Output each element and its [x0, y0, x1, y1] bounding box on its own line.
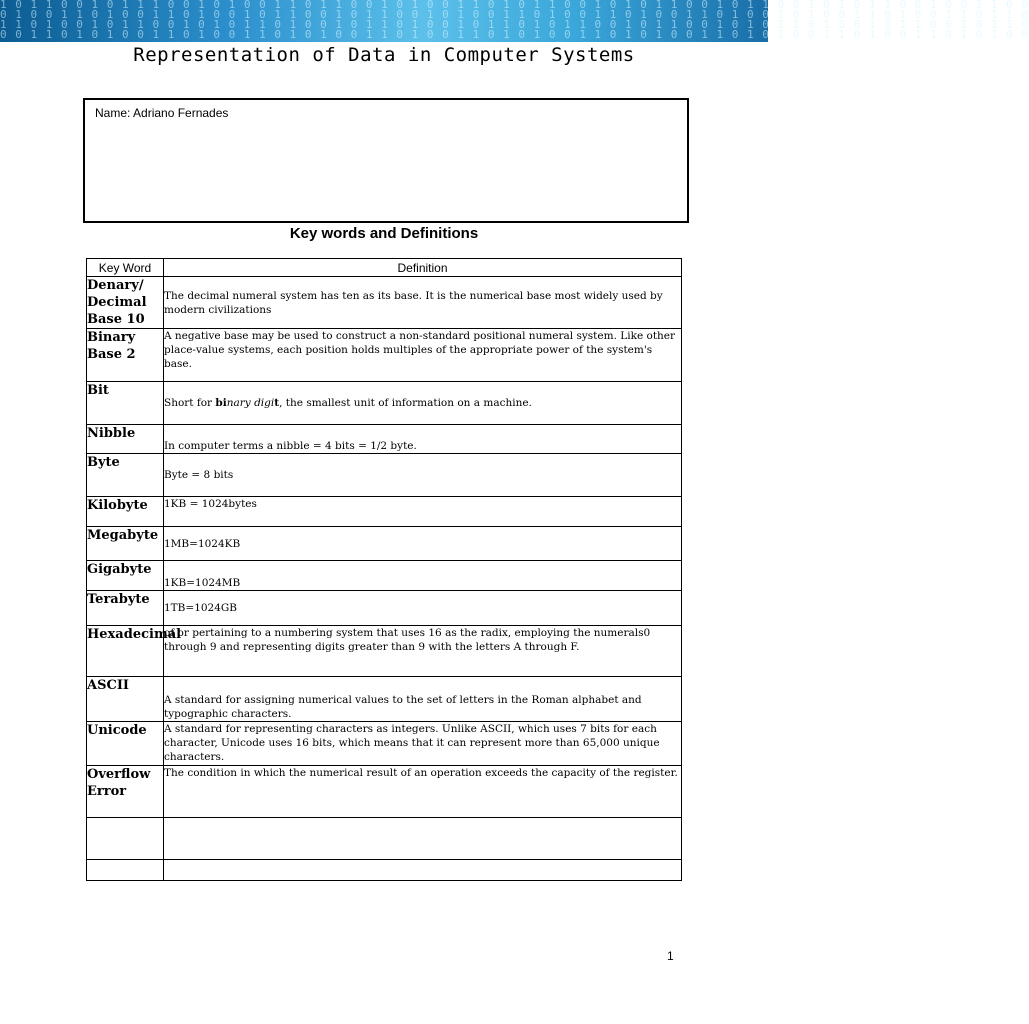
definition-cell	[164, 818, 682, 860]
term-cell: Byte	[87, 454, 164, 497]
keywords-table	[86, 258, 682, 881]
term-cell: Terabyte	[87, 591, 164, 626]
definition-bold-text: t	[274, 397, 280, 409]
definition-cell	[164, 860, 682, 881]
definition-cell: 1TB=1024GB	[164, 591, 682, 626]
header-key-word: Key Word	[87, 259, 164, 277]
term-cell	[87, 860, 164, 881]
table-row	[87, 722, 682, 766]
term-cell: Kilobyte	[87, 497, 164, 527]
name-label: Name: Adriano Fernades	[95, 106, 229, 120]
header-definition: Definition	[164, 259, 682, 277]
definition-cell: 1KB = 1024bytes	[164, 497, 682, 527]
term-cell: Unicode	[87, 722, 164, 766]
table-row	[87, 561, 682, 591]
table-row	[87, 860, 682, 881]
definition-cell: 1MB=1024KB	[164, 527, 682, 561]
term-cell: Bit	[87, 382, 164, 425]
definition-cell: A standard for assigning numerical values to the set of letters in the Roman alphabet and typographic characters.	[164, 677, 682, 722]
table-row	[87, 527, 682, 561]
table-header-row	[87, 259, 682, 277]
definition-cell: The decimal numeral system has ten as its base. It is the numerical base most widely used by modern civilizations	[164, 277, 682, 329]
definition-text: Short for	[164, 397, 216, 409]
table-row	[87, 454, 682, 497]
definition-cell: The condition in which the numerical result of an operation exceeds the capacity of the register.	[164, 766, 682, 818]
name-box	[83, 98, 689, 223]
table-row	[87, 277, 682, 329]
term-cell: Denary/ Decimal Base 10	[87, 277, 164, 329]
section-heading: Key words and Definitions	[289, 225, 479, 242]
term-cell: Nibble	[87, 425, 164, 454]
table-row	[87, 677, 682, 722]
page-number: 1	[667, 949, 674, 963]
term-cell: ASCII	[87, 677, 164, 722]
table-row	[87, 329, 682, 382]
definition-cell: In computer terms a nibble = 4 bits = 1/2 byte.	[164, 425, 682, 454]
term-cell	[87, 818, 164, 860]
table-row	[87, 766, 682, 818]
definition-bold-text: bi	[215, 397, 227, 409]
page-title: Representation of Data in Computer Systems	[133, 44, 635, 66]
term-cell: Hexadecimal	[87, 626, 164, 677]
definition-cell: A negative base may be used to construct a non-standard positional numeral system. Like other place-value systems, each position holds multiples of the appropriate power of the system's base.	[164, 329, 682, 382]
binary-digits-pattern: 1 0 1 1 0 0 1 0 1 1 1 0 0 1 0 1 0 0 1 1 0 1 1 0 0 1 0 1 0 0 1 1 0 1 0 1 1 0 0 1 0 1 0 1 1 0 0 1 0 1 1 0 0 1 0 1 0 1 1 0 0 1 0 0 1 1 0 0 0 1 0 0 1 1 0 1 0 0 1 1 0 1 0 0 1 0 1 1 0 0 1 0 1 1 0 0 1 0 1 0 0 1 1 0 1 0 0 1 1 0 1 0 0 1 1 0 1 0 0 1 0 1 0 0 1 1 0 1 0 0 1 1 0 1 1 0 1 1 0 1 0 0 1 0 1 1 0 0 1 0 1 0 1 1 0 1 0 0 1 0 1 1 0 1 0 0 1 0 1 1 0 1 0 1 1 0 0 1 0 1 1 0 0 1 0 1 0 1 1 0 1 0 0 1 0 1 1 0 0 1 0 1 1 0 0 0 1 1 0 1 0 1 0 0 1 1 0 1 0 0 1 1 0 1 0 1 0 0 1 1 0 1 0 0 1 1 0 1 0 1 0 0 1 1 0 1 0 1 0 0 1 1 0 1 0 1 0 0 1 1 0 1 0 0 1 1 0 1 0 1 0 0	[0, 0, 1029, 41]
definition-cell: 1KB=1024MB	[164, 561, 682, 591]
table-row	[87, 497, 682, 527]
term-cell: Megabyte	[87, 527, 164, 561]
definition-cell	[164, 382, 682, 425]
term-cell: Overflow Error	[87, 766, 164, 818]
table-row	[87, 425, 682, 454]
term-cell: Gigabyte	[87, 561, 164, 591]
term-cell: Binary Base 2	[87, 329, 164, 382]
definition-cell: Byte = 8 bits	[164, 454, 682, 497]
table-row	[87, 591, 682, 626]
binary-header-banner	[0, 0, 1029, 42]
definition-italic-text: nary digi	[226, 397, 275, 409]
table-row	[87, 818, 682, 860]
table-row	[87, 382, 682, 425]
definition-cell: of or pertaining to a numbering system that uses 16 as the radix, employing the numerals0 through 9 and representing digits greater than 9 with the letters A through F.	[164, 626, 682, 677]
definition-text: , the smallest unit of information on a machine.	[279, 397, 532, 409]
definition-cell: A standard for representing characters as integers. Unlike ASCII, which uses 7 bits for each character, Unicode uses 16 bits, which means that it can represent more than 65,000 unique characters.	[164, 722, 682, 766]
table-row	[87, 626, 682, 677]
